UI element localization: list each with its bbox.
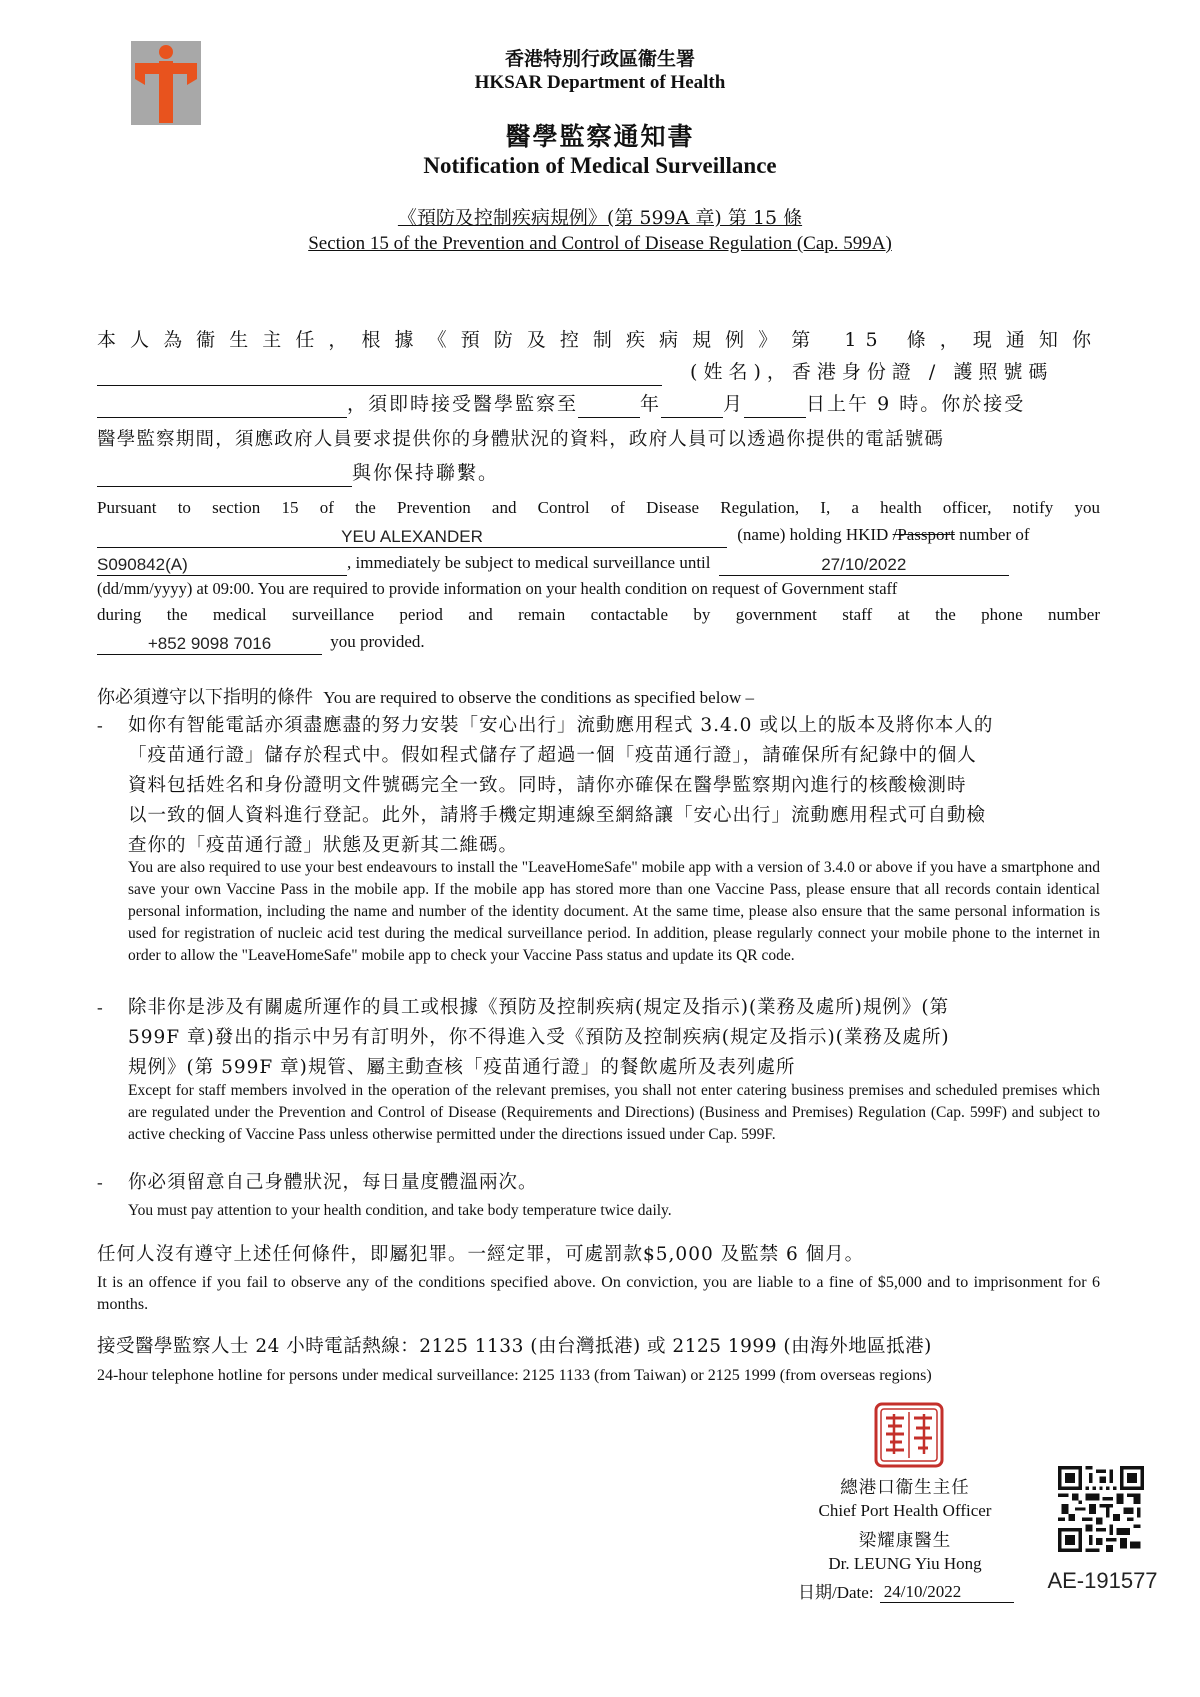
name-field: YEU ALEXANDER (97, 527, 727, 548)
offence-zh: 任何人沒有遵守上述任何條件，即屬犯罪。一經定罪，可處罰款$5,000 及監禁 6 個月。 (97, 1244, 865, 1265)
phone-suffix-label: you provided. (330, 632, 425, 651)
condition-1-en: You are also required to use your best endeavours to install the "LeaveHomeSafe" mobile app with a version of 3.4.0 or above if you have a smartphone and save your own Vaccine Pass in the mobile app. If the mobile app has stored more than one Vaccine Pass, please ensure that all records contain identical personal information, including the name and number of the identity document. At the same time, please also ensure that the same personal information is used for registration of nucleic acid test during the medical surveillance period. In addition, please regularly connect your mobile phone to the internet in order to allow the "LeaveHomeSafe" mobile app to check your Vaccine Pass status and update its QR code. (128, 859, 1100, 964)
document-title-zh: 醫學監察通知書 (505, 122, 695, 151)
signatory-title-zh: 總港口衞生主任 (840, 1478, 970, 1498)
notice-en-line6 (97, 628, 1100, 655)
legal-section-en: Section 15 of the Prevention and Control of Disease Regulation (Cap. 599A) (308, 233, 892, 254)
condition-2-bullet: - (97, 998, 103, 1017)
conditions-intro-zh: 你必須遵守以下指明的條件 (97, 687, 313, 708)
notice-en-line3 (97, 549, 1100, 576)
offence-en: It is an offence if you fail to observe any of the conditions specified above. On conviction, you are liable to a fine of $5,000 and to imprisonment for 6 months. (97, 1274, 1100, 1313)
day-blank (744, 395, 806, 418)
signature-date-field: 24/10/2022 (880, 1582, 1014, 1603)
condition-1-bullet: - (97, 716, 103, 735)
name-blank-zh (97, 363, 662, 386)
conditions-intro (97, 684, 1100, 711)
condition-2-zh (128, 993, 1100, 1083)
condition-2-zh-line: 599F 章)發出的指示中另有訂明外，你不得進入受《預防及控制疾病(規定及指示)(業務及處所) (128, 1027, 950, 1048)
signatory-name-en: Dr. LEUNG Yiu Hong (828, 1554, 982, 1573)
reference-code: AE-191577 (1047, 1568, 1158, 1593)
hotline-en: 24-hour telephone hotline for persons under medical surveillance: 2125 1133 (from Taiwan) or 2125 1999 (from overseas regions) (97, 1367, 932, 1384)
notice-zh-line5 (97, 460, 1100, 487)
name-label-zh: (姓名)，香港身份證 / 護照號碼 (690, 361, 1054, 383)
notice-zh-line4: 醫學監察期間，須應政府人員要求提供你的身體狀況的資料，政府人員可以透過你提供的電話號碼 (97, 429, 945, 450)
surveillance-until-en: , immediately be subject to medical surveillance until (347, 553, 711, 572)
notice-zh-line1: 本人為衞生主任，根據《預防及控制疾病規例》第 15 條，現通知你 (97, 329, 1100, 351)
condition-1-zh-line: 「疫苗通行證」儲存於程式中。假如程式儲存了超過一個「疫苗通行證」，請確保所有紀錄中的個人 (128, 745, 977, 766)
month-label: 月 (723, 393, 745, 415)
condition-1-zh (128, 711, 1100, 861)
phone-field: +852 9098 7016 (97, 634, 322, 655)
official-seal (874, 1402, 944, 1468)
conditions-intro-en: You are required to observe the conditions as specified below – (323, 688, 754, 707)
notice-zh-line2 (97, 359, 1100, 386)
date-label: 日期/Date: (798, 1583, 874, 1602)
name-label-en: (name) holding HKID (737, 525, 889, 544)
condition-3-zh (128, 1168, 1100, 1198)
condition-2-zh-line: 規例》(第 599F 章)規管、屬主動查核「疫苗通行證」的餐飲處所及表列處所 (128, 1057, 796, 1078)
signature-date-row (798, 1578, 1014, 1603)
condition-1-zh-line: 資料包括姓名和身份證明文件號碼完全一致。同時，請你亦確保在醫學監察期內進行的核酸檢測時 (128, 775, 967, 796)
month-blank (661, 395, 723, 418)
passport-struck-label: /Passport (892, 525, 955, 544)
id-blank-zh (97, 395, 347, 418)
legal-section-zh: 《預防及控制疾病規例》(第 599A 章) 第 15 條 (397, 207, 803, 229)
surveillance-until-zh: ，須即時接受醫學監察至 (347, 393, 579, 415)
until-date-field: 27/10/2022 (719, 555, 1009, 576)
condition-1-zh-line: 查你的「疫苗通行證」狀態及更新其二維碼。 (128, 835, 519, 856)
department-name-en: HKSAR Department of Health (474, 72, 726, 93)
department-name-zh: 香港特別行政區衞生署 (504, 48, 695, 70)
notice-en-line5: during the medical surveillance period and remain contactable by government staff at the phone number (97, 605, 1100, 624)
condition-3-zh-line: 你必須留意自己身體狀況，每日量度體溫兩次。 (128, 1172, 538, 1193)
condition-2-en: Except for staff members involved in the operation of the relevant premises, you shall not enter catering business premises and scheduled premises which are regulated under the Prevention and Control of Disease (Requirements and Directions) (Business and Premises) Regulation (Cap. 599F) and subject to active checking of Vaccine Pass unless otherwise permitted under the directions issued under Cap. 599F. (128, 1082, 1100, 1143)
signatory-title-en: Chief Port Health Officer (818, 1501, 992, 1520)
notice-en-line4: (dd/mm/yyyy) at 09:00. You are required to provide information on your health condition on request of Government staff (97, 579, 898, 598)
condition-3-en: You must pay attention to your health condition, and take body temperature twice daily. (128, 1202, 672, 1219)
signatory-name-zh: 梁耀康醫生 (858, 1531, 952, 1551)
notice-en-line2 (97, 521, 1100, 548)
qr-code (1058, 1466, 1144, 1552)
notice-zh-line3 (97, 391, 1100, 418)
notice-en-line1: Pursuant to section 15 of the Prevention and Control of Disease Regulation, I, a health officer, notify you (97, 498, 1100, 517)
phone-blank-zh (97, 464, 352, 487)
id-number-field: S090842(A) (97, 555, 347, 576)
number-of-label: number of (959, 525, 1030, 544)
year-blank (578, 395, 640, 418)
condition-1-zh-line: 以一致的個人資料進行登記。此外，請將手機定期連線至網絡讓「安心出行」流動應用程式可自動檢 (128, 805, 987, 826)
document-title-en: Notification of Medical Surveillance (423, 153, 777, 178)
condition-3-bullet: - (97, 1173, 103, 1192)
contact-label-zh: 與你保持聯繫。 (352, 462, 500, 484)
condition-2-zh-line: 除非你是涉及有關處所運作的員工或根據《預防及控制疾病(規定及指示)(業務及處所)規例》(第 (128, 997, 950, 1018)
hotline-zh: 接受醫學監察人士 24 小時電話熱線：2125 1133 (由台灣抵港) 或 2125 1999 (由海外地區抵港) (97, 1336, 932, 1357)
year-label: 年 (640, 393, 662, 415)
condition-1-zh-line: 如你有智能電話亦須盡應盡的努力安裝「安心出行」流動應用程式 3.4.0 或以上的版本及將你本人的 (128, 715, 994, 736)
day-label: 日上午 9 時。你於接受 (806, 393, 1026, 415)
